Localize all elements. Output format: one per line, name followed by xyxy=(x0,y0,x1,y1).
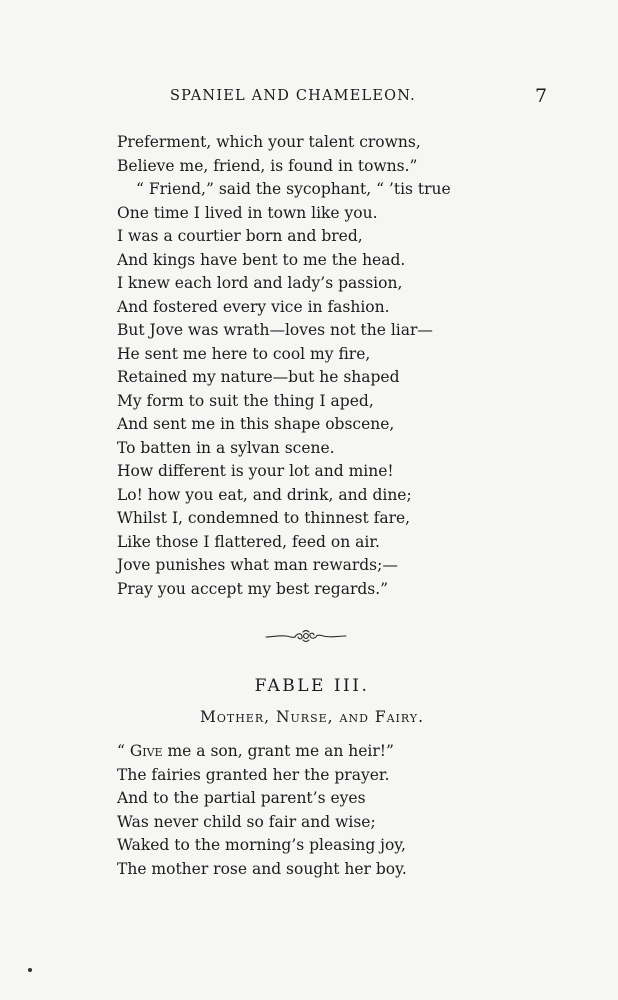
opening-quote: “ xyxy=(117,742,130,760)
verse-block-spaniel-chameleon xyxy=(117,131,451,601)
verse-line: Jove punishes what man rewards;— xyxy=(117,556,398,574)
page-number: 7 xyxy=(535,85,548,107)
verse-line: My form to suit the thing I aped, xyxy=(117,391,374,410)
verse-line: Waked to the morning’s pleasing joy, xyxy=(117,836,406,854)
verse-line: Like those I flattered, feed on air. xyxy=(117,532,380,551)
verse-line: And kings have bent to me the head. xyxy=(117,250,406,269)
verse-line: Lo! how you eat, and drink, and dine; xyxy=(117,485,412,504)
running-head: SPANIEL AND CHAMELEON. xyxy=(170,88,416,104)
verse-line: “ Friend,” said the sycophant, “ ’tis true xyxy=(136,180,451,198)
verse-line: Was never child so fair and wise; xyxy=(117,812,376,831)
verse-line: And fostered every vice in fashion. xyxy=(117,297,390,316)
verse-line: To batten in a sylvan scene. xyxy=(117,438,335,457)
verse-block-mother-nurse-fairy xyxy=(117,740,407,881)
verse-line: Retained my nature—but he shaped xyxy=(117,368,400,386)
verse-line: Believe me, friend, is found in towns.” xyxy=(117,156,418,175)
verse-line: I knew each lord and lady’s passion, xyxy=(117,274,403,292)
verse-line: I was a courtier born and bred, xyxy=(117,227,363,245)
verse-line: How different is your lot and mine! xyxy=(117,462,394,480)
verse-line: One time I lived in town like you. xyxy=(117,203,378,222)
ink-speck xyxy=(28,968,32,972)
small-caps-initial-word: Give xyxy=(129,742,163,760)
verse-line: And to the partial parent’s eyes xyxy=(117,789,366,807)
fable-heading: FABLE III. xyxy=(254,676,370,696)
verse-line: He sent me here to cool my fire, xyxy=(117,344,371,363)
verse-line: But Jove was wrath—loves not the liar— xyxy=(117,321,433,339)
verse-line: Whilst I, condemned to thinnest fare, xyxy=(117,509,411,527)
verse-line: Preferment, which your talent crowns, xyxy=(117,133,421,151)
fable-title: Mother, Nurse, and Fairy. xyxy=(199,708,424,726)
fleuron-ornament-icon xyxy=(264,628,348,644)
verse-line-rest: me a son, grant me an heir!” xyxy=(162,742,394,760)
verse-line: Pray you accept my best regards.” xyxy=(117,579,389,598)
verse-line: The fairies granted her the prayer. xyxy=(117,765,390,784)
verse-line: The mother rose and sought her boy. xyxy=(117,859,407,878)
verse-line-first xyxy=(117,740,407,764)
verse-line: And sent me in this shape obscene, xyxy=(117,415,395,433)
